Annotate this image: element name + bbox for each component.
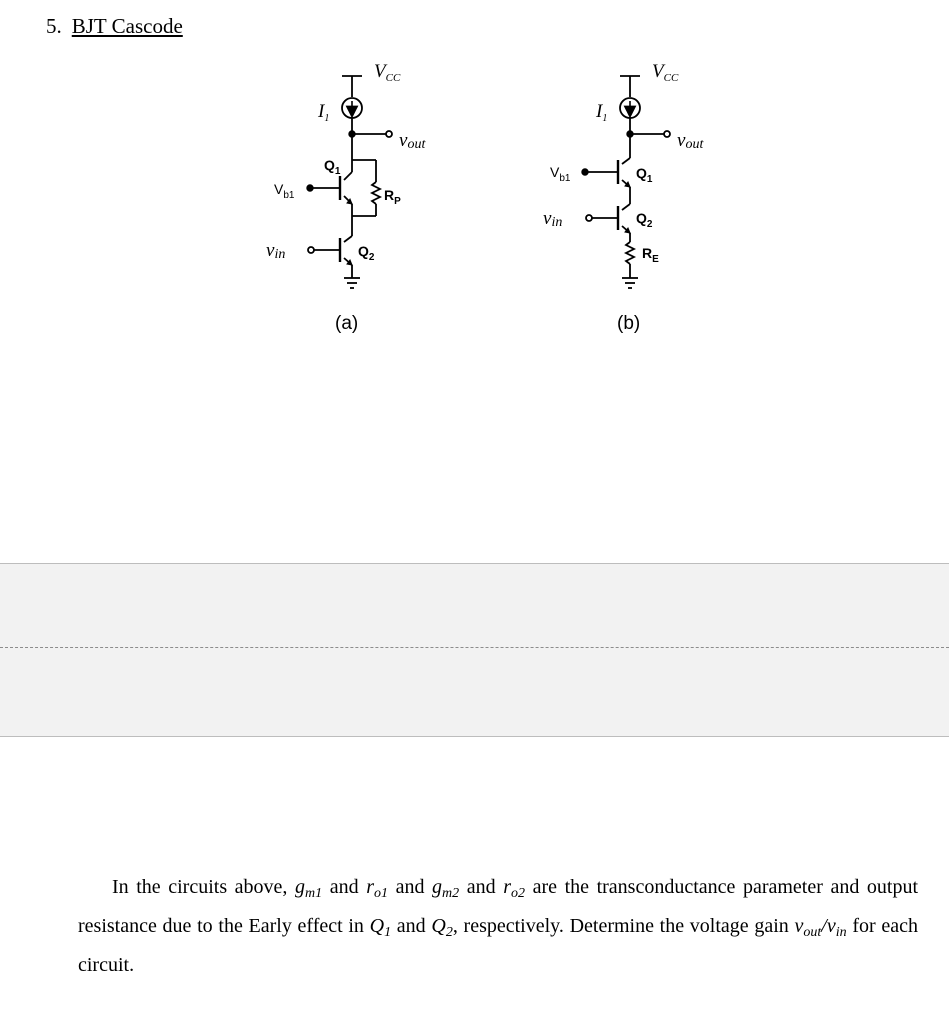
math-gm2: $g_{m2}$ [432,876,460,901]
vin-label-b: v [543,208,552,229]
i1-label-a: I [318,101,325,122]
svg-text:VCC: $V_{CC}$ [374,61,401,84]
math-q2: $Q_2$ [431,915,453,940]
svg-text:vout: vout [399,130,426,152]
output-terminal-b [664,131,670,137]
svg-text:RP: $R_P$ [384,187,401,207]
svg-text:I1: $I_1$ [318,101,330,124]
svg-text:Q1: $Q_1$ [636,165,653,185]
text-segment: are the transconductance parameter and output resistance due to the Early effect in [78,876,919,937]
circuit-figure [0,0,949,360]
problem-statement [78,868,918,985]
svg-text:RE: $R_E$ [642,245,659,265]
resistor-rp [372,182,380,204]
vout-label-a: v [399,130,408,151]
vin-terminal-a [308,247,314,253]
math-gm1: $g_{m1}$ [295,876,323,901]
svg-text:Vb1: $V_{b1}$ [550,164,571,184]
q2-label-a: Q [358,243,369,259]
text-segment: and [466,876,496,898]
vin-label-a: v [266,240,275,261]
q1-label-a: Q [324,157,335,173]
text-segment: and [329,876,359,898]
text-segment: and [396,915,426,937]
math-vout: $v_{out}$ [794,915,822,940]
text-segment: , respectively. Determine the voltage gain [452,915,789,937]
svg-text:Q2: $Q_2$ [358,243,375,263]
svg-text:vout: vout [677,130,704,152]
resistor-re [626,242,634,264]
vcc-label-a: V [374,61,386,82]
text-segment: for each circuit. [78,915,918,976]
svg-text:Q1: $Q_1$ [324,157,341,177]
svg-text:VCC: $V_{CC}$ [652,61,679,84]
math-ro1: $r_{o1}$ [366,876,388,901]
vb1-label-a: V [274,181,284,197]
vcc-label-b: V [652,61,664,82]
i1-label-b: I [596,101,603,122]
math-ro2: $r_{o2}$ [503,876,525,901]
vin-terminal-b [586,215,592,221]
answer-area [0,563,949,737]
svg-text:vin: vin [266,240,286,262]
math-q1: $Q_1$ [369,915,392,940]
math-vin: $v_{in}$ [826,915,847,940]
svg-text:vin: vin [543,208,563,230]
text-segment: In the circuits above, [112,876,288,898]
re-label: R [642,245,653,261]
circuit-diagrams [0,0,949,360]
question-number: 5. [46,14,62,38]
caption-a: (a) [335,313,359,334]
svg-text:Vb1: $V_{b1}$ [274,181,295,201]
text-segment: and [395,876,425,898]
vb1-label-b: V [550,164,560,180]
vb1-terminal-a [307,185,313,191]
q2-label-b: Q [636,210,647,226]
caption-b: (b) [617,313,641,334]
answer-divider [0,647,949,648]
svg-text:I1: $I_1$ [596,101,608,124]
vout-label-b: v [677,130,686,151]
output-terminal-a [386,131,392,137]
question-title: BJT Cascode [71,14,183,38]
svg-text:Q2: $Q_2$ [636,210,653,230]
math-slash: / [821,915,827,937]
rp-label: R [384,187,395,203]
q1-label-b: Q [636,165,647,181]
vb1-terminal-b [582,169,588,175]
